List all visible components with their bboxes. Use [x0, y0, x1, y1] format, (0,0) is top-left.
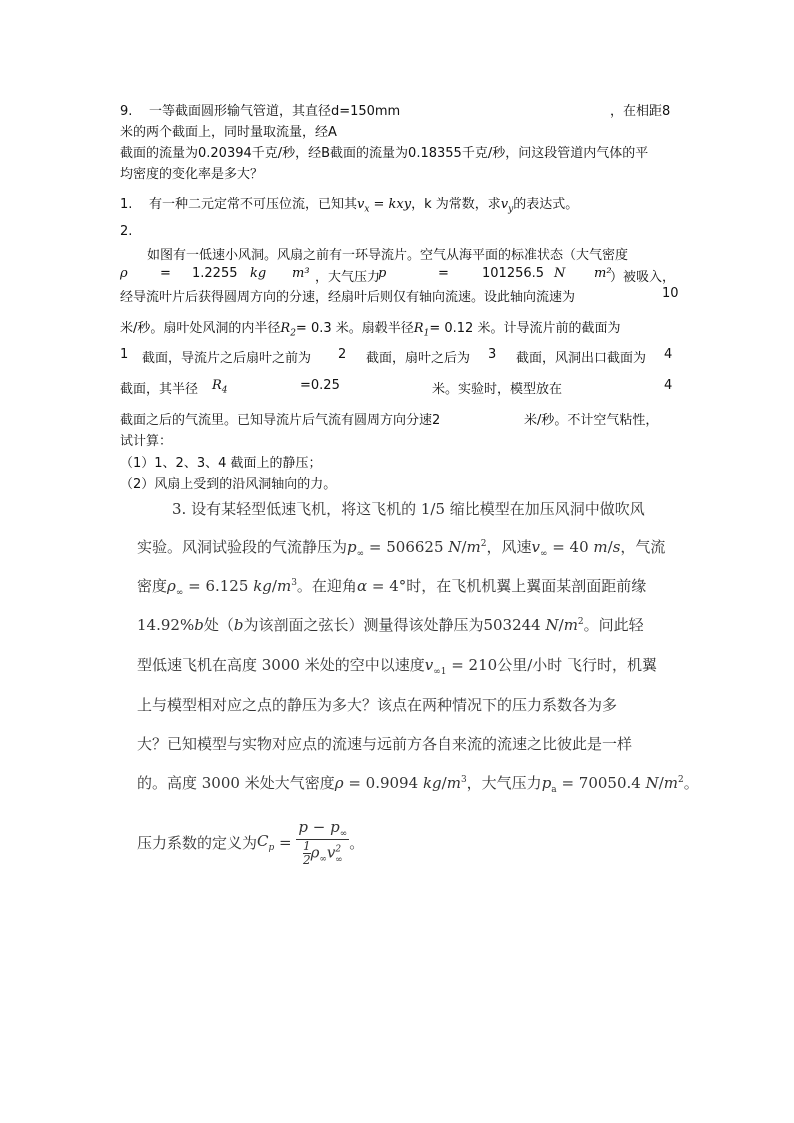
- q1-vy: $v_y$: [500, 197, 514, 215]
- q3-line-9: 压力系数的定义为$C_p$ = $p - p_\infty$ $\frac{1}{2}$ $\rho_\infty v^2_\infty$ 。: [137, 818, 365, 867]
- q3-line-2: 实验。风洞试验段的气流静压为$p_\infty = 506625$ $N/m^2$，风速$v_\infty = 40$ m/s，气流: [137, 538, 666, 559]
- q2-line-7b: 米/秒。不计空气粘性，: [524, 413, 659, 428]
- q3-line-1: 3. 设有某轻型低速飞机，将这飞机的 1/5 缩比模型在加压风洞中做吹风: [172, 500, 645, 518]
- q3-line-8: 的。高度 3000 米处大气密度ρ = 0.9094 $kg/m^3$，大气压力$p_a = 70050.4$ $N/m^2$。: [137, 774, 699, 795]
- q2-line-3-val: 10: [662, 286, 679, 301]
- q1-expr: $v_x$ = kxy: [356, 197, 412, 215]
- q2-line-1: 如图有一低速小风洞。风扇之前有一环导流片。空气从海平面的标准状态（大气密度: [147, 248, 629, 263]
- q9-line-3: 截面的流量为0.20394千克/秒，经B截面的流量为0.18355千克/秒，问这段管道内气体的平: [120, 146, 649, 161]
- q2-sub-2: （2）风扇上受到的沿风洞轴向的力。: [120, 477, 337, 492]
- q1-line: 1. 有一种二元定常不可压位流，已知其$v_x$ = kxy，k 为常数，求$v_y$的表达式。: [120, 197, 579, 215]
- q9-line-1: 9. 一等截面圆形输气管道，其直径d=150mm: [120, 104, 401, 119]
- q2-line-4: 米/秒。扇叶处风洞的内半径$R_2= 0.3$ 米。扇毂半径$R_1= 0.12$ 米。计导流片前的截面为: [120, 321, 621, 339]
- q3-line-6: 上与模型相对应之点的静压为多大？该点在两种情况下的压力系数各为多: [137, 696, 618, 714]
- q2-sub-1: （1）1、2、3、4 截面上的静压；: [120, 456, 322, 471]
- q2-line-3: 经导流叶片后获得圆周方向的分速，经扇叶后则仅有轴向流速。设此轴向流速为: [120, 290, 576, 305]
- q3-line-3: 密度$\rho_\infty = 6.125$ $kg/m^3$。在迎角α = 4°时，在飞机机翼上翼面某剖面距前缘: [137, 577, 647, 598]
- q2-line-7a: 截面之后的气流里。已知导流片后气流有圆周方向分速2: [120, 413, 441, 428]
- q2-num: 2.: [120, 224, 133, 239]
- q3-line-5: 型低速飞机在高度 3000 米处的空中以速度$v_{\infty 1} = 210$公里/小时 飞行时，机翼: [137, 656, 658, 677]
- q9-line-4: 均密度的变化率是多大？: [120, 167, 264, 182]
- q3-line-7: 大？已知模型与实物对应点的流速与远前方各自来流的流速之比彼此是一样: [137, 735, 633, 753]
- q9-line-2: 米的两个截面上，同时量取流量，经A: [120, 125, 337, 140]
- pressure-coefficient-fraction: $p - p_\infty$ $\frac{1}{2}$ $\rho_\infty v^2_\infty$: [298, 818, 348, 867]
- q3-line-4: 14.92%b处（b为该剖面之弦长）测量得该处静压为503244 $N/m^2$。问此轻: [137, 616, 644, 634]
- q2-line-8: 试计算：: [120, 434, 173, 449]
- q9-line-1-end: ，在相距8: [610, 104, 671, 119]
